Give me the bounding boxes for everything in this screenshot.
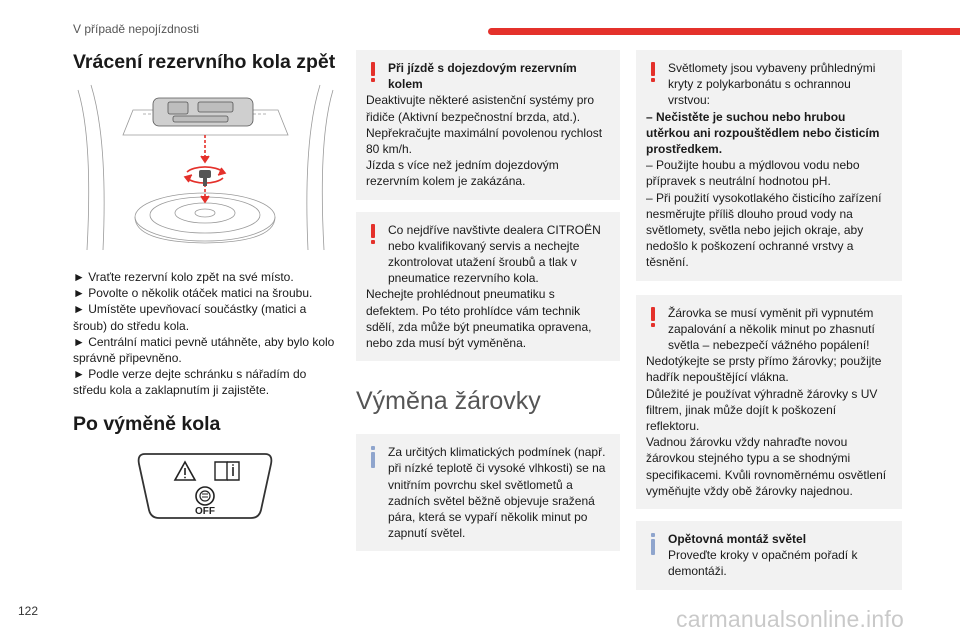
warning-box-dealer-check	[356, 212, 620, 362]
column-3	[636, 50, 902, 602]
section-title-spare-wheel: Vrácení rezervního kola zpět	[73, 51, 336, 73]
warning-text: Co nejdříve navštivte dealera CITROËN nebo kvalifikovaný servis a nechejte zkontrolovat utažení šroubů a tlak v pneumatice rezervního kola.	[388, 222, 601, 286]
warning-text: Vadnou žárovku vždy nahraďte novou žárovkou stejného typu a se shodnými specifikacemi. Kvůli rovnoměrnému osvětlení vyměňujte vždy obě žárovky najednou.	[646, 435, 887, 498]
warning-box-bulb-safety	[636, 295, 902, 509]
running-header: V případě nepojízdnosti	[73, 22, 200, 36]
warning-text: Nechejte prohlédnout pneumatiku s defektem. Po této prohlídce vám technik sdělí, zda může být pneumatika opravena, nebo zda musí být vyměněna.	[366, 287, 592, 351]
warning-text: – Použijte houbu a mýdlovou vodu nebo přípravek s neutrální hodnotou pH.	[646, 158, 860, 189]
step-item: ► Centrální matici pevně utáhněte, aby bylo kolo správně připevněno.	[73, 334, 335, 366]
header-accent-bar	[488, 28, 960, 35]
info-box-condensation	[356, 434, 620, 551]
warning-text: Světlomety jsou vybaveny průhlednými kryty z polykarbonátu s ochrannou vrstvou:	[668, 61, 876, 108]
spare-wheel-figure-svg	[73, 80, 338, 252]
page-number: 122	[18, 604, 39, 618]
column-1	[73, 50, 338, 522]
step-item: ► Vraťte rezervní kolo zpět na své místo.	[73, 270, 294, 284]
exclamation-icon	[368, 62, 378, 84]
info-text: Za určitých klimatických podmínek (např. při nízké teplotě či vysoké vlhkosti) se na vnitřním povrchu skel světlometů a zadních světel běžně objevuje sražená pára, která se vypaří několik minut po zapnutí světel.	[388, 445, 606, 541]
info-box-reassembly	[636, 521, 902, 590]
info-icon	[648, 533, 658, 555]
column-2	[356, 50, 620, 563]
warning-text: Žárovka se musí vyměnit při vypnutém zapalování a několik minut po zhasnutí světla – nebezpečí vážného popálení!	[668, 305, 875, 353]
warning-text: Deaktivujte některé asistenční systémy pro řidiče (Aktivní bezpečnostní brzda, atd.).	[366, 93, 595, 124]
info-icon	[368, 446, 378, 468]
warning-text: Důležité je používat výhradně žárovky s UV filtrem, jinak může dojít k poškození reflektoru.	[646, 386, 878, 434]
warning-box-headlamp-care	[636, 50, 902, 281]
warning-box-spare-driving	[356, 50, 620, 200]
warning-text: Jízda s více než jedním dojezdovým rezervním kolem je zakázána.	[366, 158, 559, 189]
section-title-bulb-change: Výměna žárovky	[356, 387, 541, 416]
warning-panel-illustration	[73, 448, 338, 522]
exclamation-icon	[368, 224, 378, 246]
off-label: OFF	[195, 505, 215, 517]
section-title-after-change: Po výměně kola	[73, 412, 221, 435]
info-heading: Opětovná montáž světel	[668, 532, 807, 547]
warning-text: Nedotýkejte se prsty přímo žárovky; použijte hadřík nepouštějící vlákna.	[646, 354, 882, 385]
step-item: ► Umístěte upevňovací součástky (matici a šroub) do středu kola.	[73, 302, 307, 333]
exclamation-icon	[648, 62, 658, 84]
warning-text: Nepřekračujte maximální povolenou rychlost 80 km/h.	[366, 125, 603, 157]
spare-wheel-illustration	[73, 80, 338, 257]
exclamation-icon	[648, 307, 658, 329]
step-item: ► Podle verze dejte schránku s nářadím do středu kola a zaklapnutím ji zajistěte.	[73, 367, 307, 398]
watermark: carmanualsonline.info	[676, 606, 904, 632]
step-item: ► Povolte o několik otáček matici na šroubu.	[73, 286, 313, 301]
warning-heading: Při jízdě s dojezdovým rezervním kolem	[388, 61, 577, 92]
info-text: Proveďte kroky v opačném pořadí k demontáži.	[668, 548, 858, 579]
warning-text: – Při použití vysokotlakého čisticího zařízení nesměrujte příliš dlouho proud vody na světlomety, světla nebo jejich okraje, aby nedošlo k poškození ochranné vrstvy a těsnění.	[646, 190, 882, 270]
warning-text-bold: – Nečistěte je suchou nebo hrubou utěrkou ani rozpouštědlem nebo čisticím prostředkem.	[646, 109, 880, 157]
procedure-steps	[73, 269, 338, 399]
